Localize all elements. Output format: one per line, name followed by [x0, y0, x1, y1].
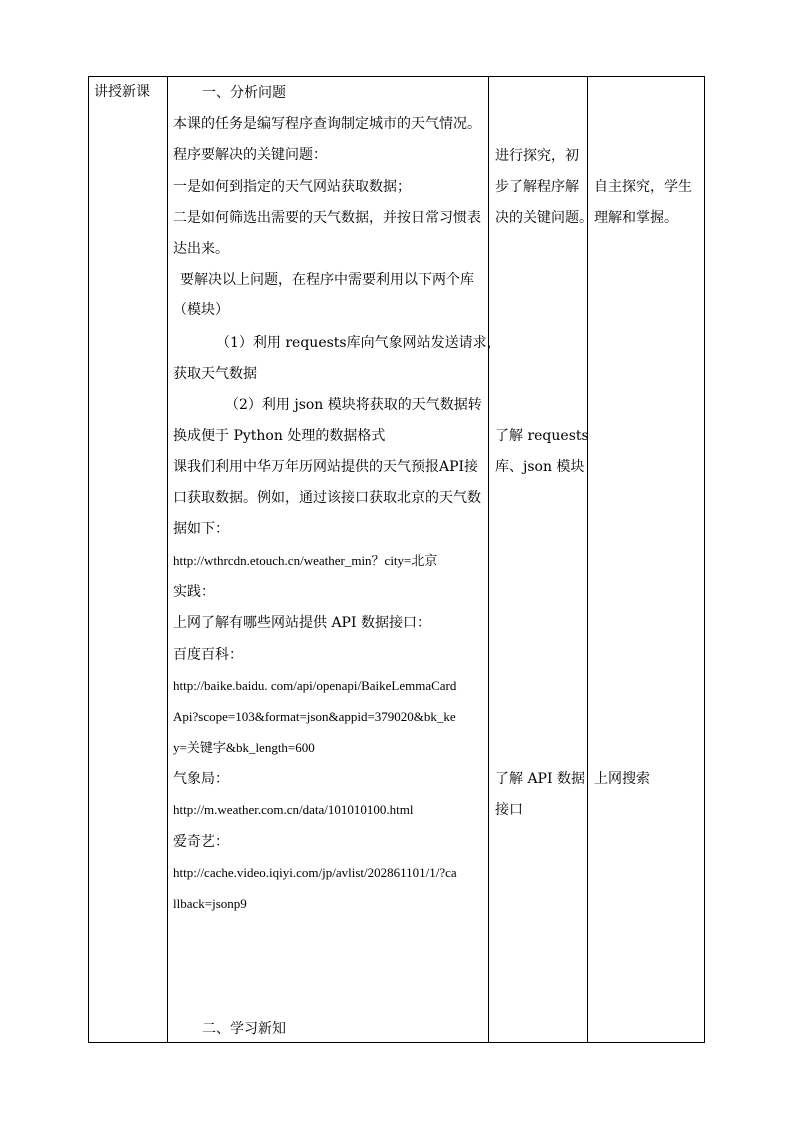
- text-line: 口获取数据。例如，通过该接口获取北京的天气数: [173, 490, 481, 506]
- column-divider-2: [488, 76, 489, 1043]
- text-line: （2）利用 json 模块将获取的天气数据转: [225, 397, 482, 413]
- section-heading-1: 一、分析问题: [202, 85, 286, 101]
- section-heading-2: 二、学习新知: [202, 1021, 286, 1037]
- column-divider-1: [167, 76, 168, 1043]
- text-line: 达出来。: [173, 241, 229, 257]
- activity-text: 步了解程序解: [495, 179, 579, 195]
- url-line: llback=jsonp9: [173, 896, 247, 911]
- text-line: 上网了解有哪些网站提供 API 数据接口：: [173, 615, 431, 631]
- url-line: http://wthrcdn.etouch.cn/weather_min？city=北京: [173, 553, 438, 568]
- text-line: 本课的任务是编写程序查询制定城市的天气情况。: [173, 116, 481, 132]
- activity-text: 库、json 模块: [495, 459, 585, 475]
- activity-text: 了解 requests: [495, 428, 589, 444]
- url-line: y=关键字&bk_length=600: [173, 740, 315, 755]
- intent-text: 理解和掌握。: [594, 210, 678, 226]
- text-line: 据如下：: [173, 521, 229, 537]
- text-line: 程序要解决的关键问题：: [173, 147, 327, 163]
- text-line: 获取天气数据: [173, 366, 257, 382]
- intent-text: 自主探究，学生: [594, 179, 692, 195]
- url-line: Api?scope=103&format=json&appid=379020&bk_ke: [173, 709, 456, 724]
- text-line: 百度百科：: [173, 647, 243, 663]
- text-line: 二是如何筛选出需要的天气数据，并按日常习惯表: [173, 210, 481, 226]
- activity-text: 进行探究，初: [495, 148, 579, 164]
- text-line: 课我们利用中华万年历网站提供的天气预报API接: [173, 459, 479, 475]
- url-line: http://m.weather.com.cn/data/101010100.html: [173, 802, 414, 817]
- text-line: 实践：: [173, 584, 215, 600]
- url-line: http://baike.baidu. com/api/openapi/BaikeLemmaCard: [173, 678, 457, 693]
- text-line: （模块）: [173, 302, 229, 318]
- text-line: 换成便于 Python 处理的数据格式: [173, 428, 386, 444]
- text-line: （1）利用 requests库向气象网站发送请求，: [216, 335, 501, 351]
- activity-text: 了解 API 数据: [495, 771, 585, 787]
- text-line: 要解决以上问题，在程序中需要利用以下两个库: [180, 272, 474, 288]
- activity-text: 决的关键问题。: [495, 210, 593, 226]
- text-line: 气象局：: [173, 771, 229, 787]
- url-line: http://cache.video.iqiyi.com/jp/avlist/202861101/1/?ca: [173, 865, 457, 880]
- stage-label: 讲授新课: [94, 84, 150, 100]
- intent-text: 上网搜索: [594, 771, 650, 787]
- activity-text: 接口: [495, 802, 523, 818]
- text-line: 一是如何到指定的天气网站获取数据；: [173, 179, 411, 195]
- text-line: 爱奇艺：: [173, 834, 229, 850]
